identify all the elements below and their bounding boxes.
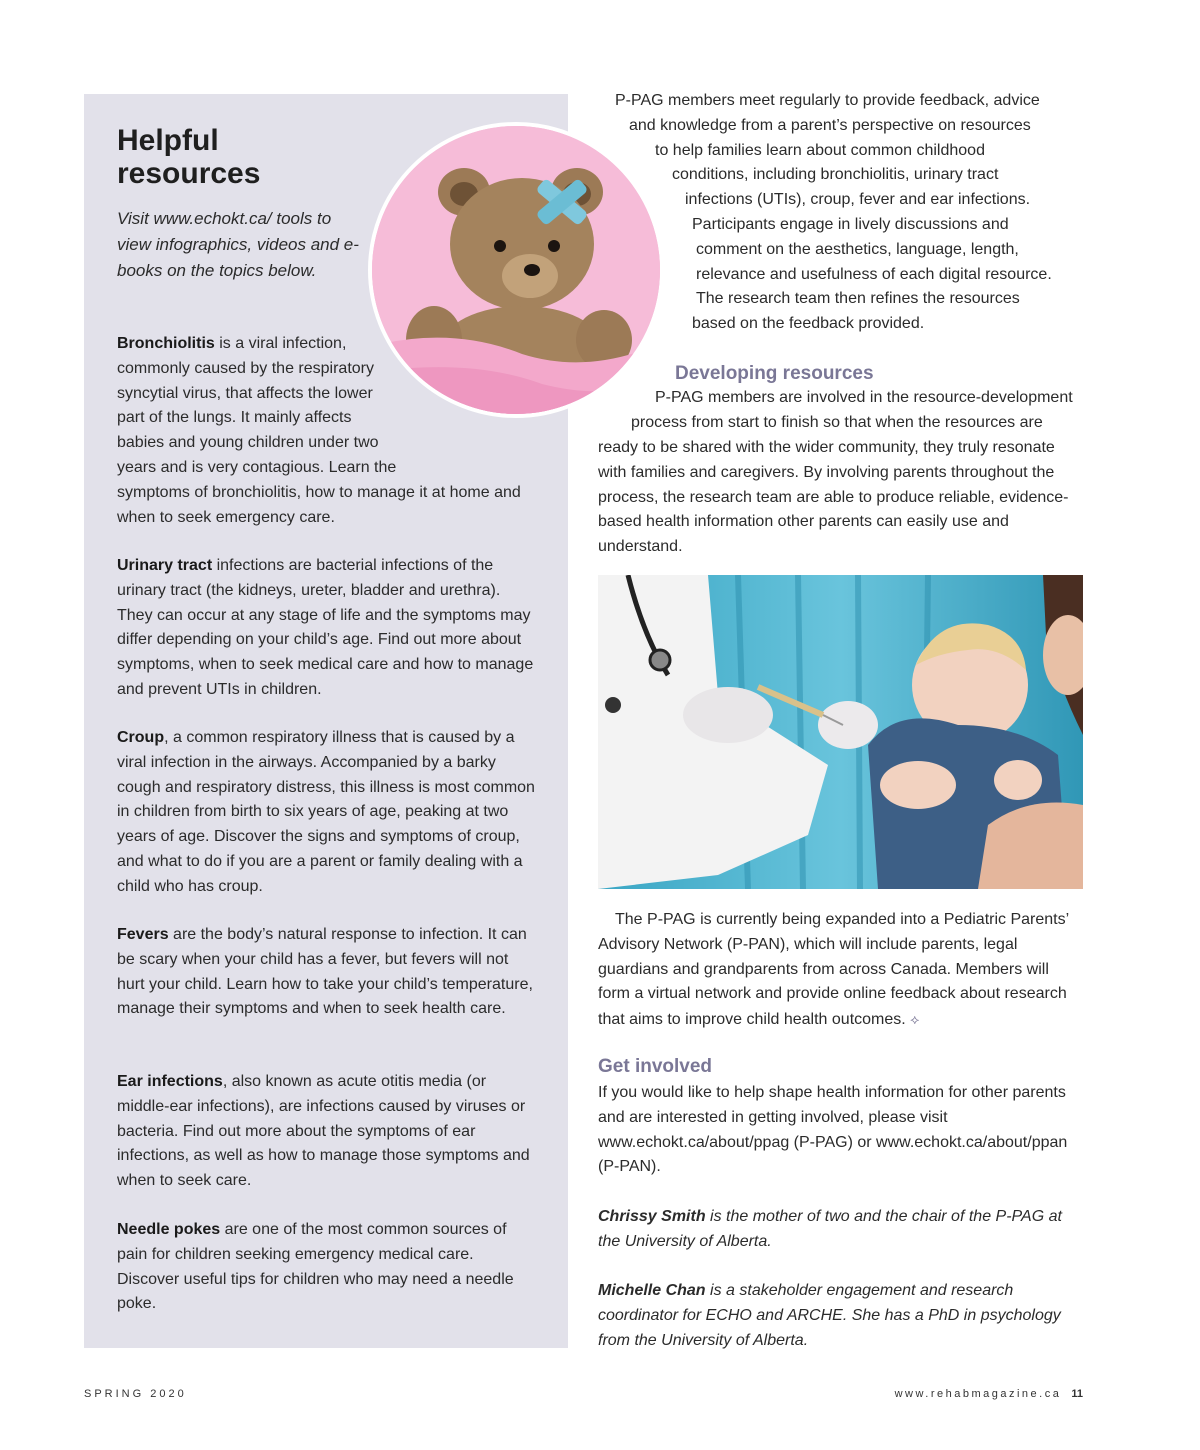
author-name: Michelle Chan <box>598 1282 706 1299</box>
resource-text: , a common respiratory illness that is caused by a viral infection in the airways. Accompanied by a barky cough and respiratory distress, this illness is most common in children from birth to six years of age, peaking at two years of age. Discover the signs and symptoms of croup, and what to do if you are a parent or family dealing with a child who has croup. <box>117 729 535 895</box>
end-of-article-icon: ⟡ <box>910 1011 920 1028</box>
resource-term: Croup <box>117 729 165 746</box>
vaccination-illustration <box>598 575 1083 889</box>
vaccination-photo <box>598 575 1083 889</box>
resource-term: Urinary tract <box>117 557 213 574</box>
resource-term: Fevers <box>117 926 169 943</box>
resource-item-bronchiolitis <box>117 332 535 530</box>
resource-item-croup <box>117 726 535 900</box>
developing-resources-lead <box>598 386 1083 436</box>
developing-resources-heading: Developing resources <box>675 363 874 384</box>
footer-website: www.rehabmagazine.ca <box>894 1388 1062 1400</box>
resource-item-fevers <box>117 923 535 1022</box>
page-number: 11 <box>1071 1388 1083 1400</box>
footer-issue: SPRING 2020 <box>84 1388 187 1400</box>
resource-text: are the body’s natural response to infection. It can be scary when your child has a fever, but fevers will not hurt your child. Learn how to take your child’s temperature, manage their symptoms and when to seek health care. <box>117 926 533 1018</box>
developing-line: process from start to finish so that when the resources are <box>631 413 1043 431</box>
resource-text: is a viral infection, commonly caused by the respiratory syncytial virus, that affects the lower part of the lungs. It mainly affects babies and young children under two years and is very contagious. Learn the symptoms of bronchiolitis, how to manage it at home and when to seek emergency care. <box>117 335 521 526</box>
intro-line: conditions, including bronchiolitis, urinary tract <box>672 166 999 184</box>
article-intro <box>598 89 1083 337</box>
intro-line: relevance and usefulness of each digital resource. <box>696 265 1052 283</box>
sidebar-title: Helpful resources <box>117 124 261 190</box>
resource-item-needle-pokes <box>117 1218 535 1317</box>
sidebar-intro: Visit www.echokt.ca/ tools to view infographics, videos and e-books on the topics below. <box>117 209 359 280</box>
resource-item-urinary-tract <box>117 554 535 703</box>
resource-item-ear-infections <box>117 1070 535 1194</box>
intro-line: Participants engage in lively discussions and <box>692 215 1009 233</box>
footer-website-group <box>895 1388 1083 1400</box>
intro-line: comment on the aesthetics, language, length, <box>696 240 1019 258</box>
resource-text: are one of the most common sources of pain for children seeking emergency medical care. Discover useful tips for children who may need a needle poke. <box>117 1221 514 1313</box>
author-description: is a stakeholder engagement and research coordinator for ECHO and ARCHE. She has a PhD in psychology from the University of Alberta. <box>598 1282 1061 1349</box>
developing-resources-text: ready to be shared with the wider community, they truly resonate with families and caregivers. By involving parents throughout the process, the research team are able to produce reliable, evidence-based health information other parents can easily use and understand. <box>598 439 1069 556</box>
author-description: is the mother of two and the chair of the P-PAG at the University of Alberta. <box>598 1208 1062 1250</box>
image-wrap-spacer <box>367 332 535 456</box>
resource-term: Bronchiolitis <box>117 335 215 352</box>
author-bio-michelle-chan <box>598 1279 1068 1353</box>
intro-line: infections (UTIs), croup, fever and ear infections. <box>685 191 1031 209</box>
intro-line: and knowledge from a parent’s perspective on resources <box>629 116 1031 134</box>
resource-text: infections are bacterial infections of the urinary tract (the kidneys, ureter, bladder and urethra). They can occur at any stage of life and the symptoms may differ depending on your child’s age. Find out more about symptoms, when to seek medical care and how to manage and prevent UTIs in children. <box>117 557 534 698</box>
get-involved-heading: Get involved <box>598 1056 713 1077</box>
author-bio-chrissy-smith <box>598 1205 1068 1255</box>
resource-term: Ear infections <box>117 1073 223 1090</box>
resource-term: Needle pokes <box>117 1221 221 1238</box>
intro-line: P-PAG members meet regularly to provide feedback, advice <box>615 92 1040 109</box>
developing-line: P-PAG members are involved in the resource-development <box>655 389 1073 406</box>
intro-line: based on the feedback provided. <box>692 315 925 333</box>
expansion-text: The P-PAG is currently being expanded into a Pediatric Parents’ Advisory Network (P-PAN), which will include parents, legal guardians and grandparents from across Canada. Members will form a virtual network and provide online feedback about research that aims to improve child health outcomes. <box>598 911 1069 1029</box>
author-name: Chrissy Smith <box>598 1208 706 1225</box>
intro-line: The research team then refines the resources <box>696 290 1020 308</box>
get-involved-text: If you would like to help shape health information for other parents and are interested in getting involved, please visit www.echokt.ca/about/ppag (P-PAG) or www.echokt.ca/about/ppan (P-PAN). <box>598 1084 1068 1176</box>
expansion-paragraph <box>598 908 1083 1033</box>
intro-line: to help families learn about common childhood <box>655 141 985 159</box>
resource-text: , also known as acute otitis media (or middle-ear infections), are infections caused by viruses or bacteria. Find out more about the symptoms of ear infections, as well as how to manage those symptoms and when to seek care. <box>117 1073 530 1190</box>
